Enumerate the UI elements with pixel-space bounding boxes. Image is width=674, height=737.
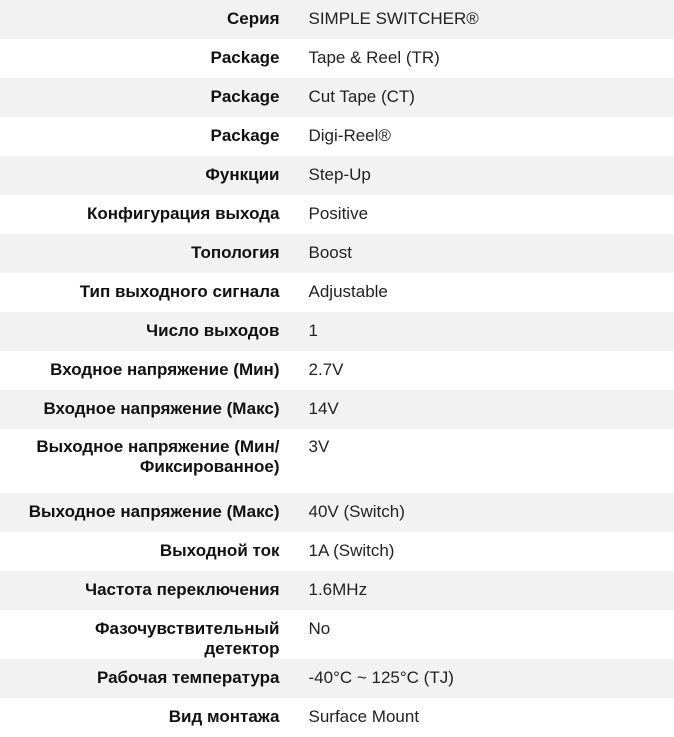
spec-label: Выходное напряжение (Макс) [0,493,294,532]
spec-label: Серия [0,0,294,39]
spec-value: No [294,610,674,659]
spec-row-package-tr [0,39,674,78]
spec-value: 1A (Switch) [294,532,674,571]
spec-label: Входное напряжение (Мин) [0,351,294,390]
spec-row-output-voltage-min [0,429,674,493]
spec-label: Функции [0,156,294,195]
spec-value: 1 [294,312,674,351]
spec-label: Вид монтажа [0,698,294,737]
spec-label: Частота переключения [0,571,294,610]
spec-label: Фазочувствительный детектор [0,610,294,659]
spec-row-mounting-type [0,698,674,737]
spec-label: Входное напряжение (Макс) [0,390,294,429]
spec-label: Число выходов [0,312,294,351]
spec-row-output-voltage-max [0,493,674,532]
spec-row-package-ct [0,78,674,117]
spec-value: Positive [294,195,674,234]
spec-label: Package [0,117,294,156]
spec-value: 3V [294,429,674,493]
spec-label: Выходное напряжение (Мин/ Фиксированное) [0,429,294,493]
spec-value: -40°C ~ 125°C (TJ) [294,659,674,698]
spec-row-output-config [0,195,674,234]
spec-row-topology [0,234,674,273]
spec-value: Boost [294,234,674,273]
spec-value: Surface Mount [294,698,674,737]
spec-value: 2.7V [294,351,674,390]
spec-label: Package [0,78,294,117]
spec-value: 14V [294,390,674,429]
spec-label: Тип выходного сигнала [0,273,294,312]
spec-row-functions [0,156,674,195]
spec-row-input-voltage-max [0,390,674,429]
spec-label: Package [0,39,294,78]
spec-row-operating-temperature [0,659,674,698]
spec-label: Топология [0,234,294,273]
spec-value: Step-Up [294,156,674,195]
spec-label: Выходной ток [0,532,294,571]
spec-row-series [0,0,674,39]
spec-row-package-digireel [0,117,674,156]
spec-value: 1.6MHz [294,571,674,610]
spec-row-input-voltage-min [0,351,674,390]
spec-row-output-type [0,273,674,312]
spec-label: Рабочая температура [0,659,294,698]
spec-row-switching-frequency [0,571,674,610]
spec-value: Cut Tape (CT) [294,78,674,117]
spec-row-phase-detector [0,610,674,659]
spec-label: Конфигурация выхода [0,195,294,234]
spec-row-output-current [0,532,674,571]
spec-value: 40V (Switch) [294,493,674,532]
spec-value: Digi-Reel® [294,117,674,156]
spec-value: Adjustable [294,273,674,312]
spec-row-output-count [0,312,674,351]
spec-value: SIMPLE SWITCHER® [294,0,674,39]
spec-value: Tape & Reel (TR) [294,39,674,78]
